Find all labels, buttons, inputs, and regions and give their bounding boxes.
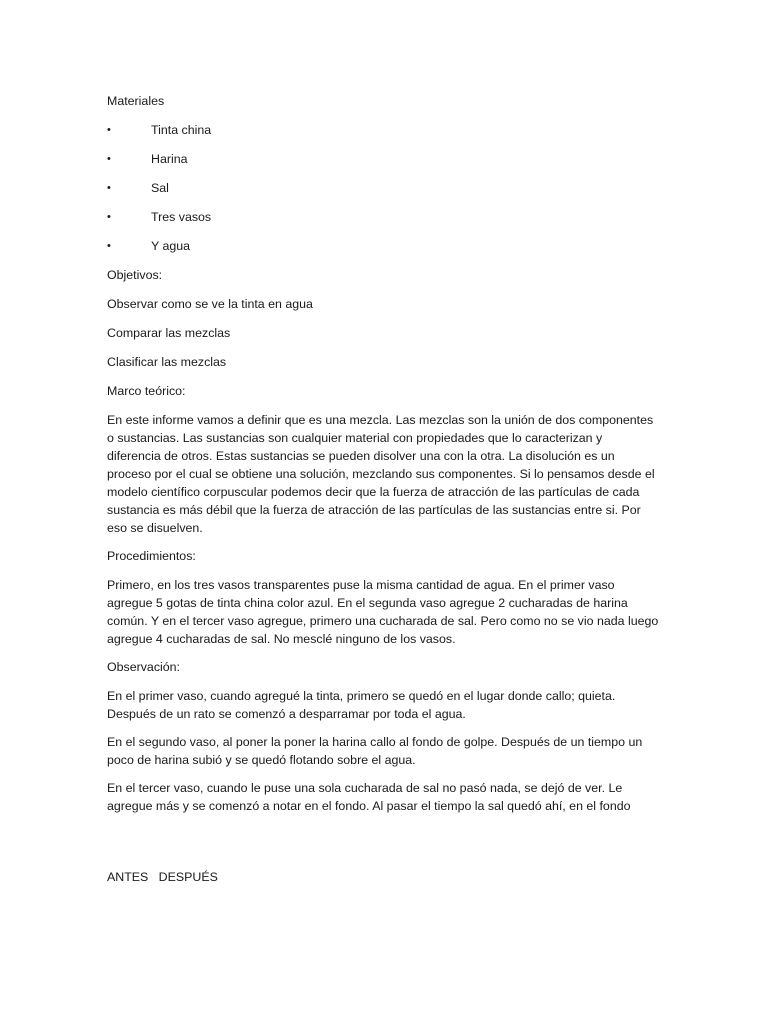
paragraph-line: común. Y en el tercer vaso agregue, primero una cucharada de sal. Pero como no se vio nada luego [107, 614, 659, 628]
paragraph-line: En el tercer vaso, cuando le puse una sola cucharada de sal no pasó nada, se dejó de ver. Le [107, 781, 623, 795]
paragraph-line: sustancia es más débil que la fuerza de atracción de las partículas de las sustancias entre si. Por [107, 503, 641, 517]
procedimientos-paragraph [107, 576, 667, 648]
bullet-icon: • [107, 211, 111, 223]
paragraph-line: agregue más y se comenzó a notar en el fondo. Al pasar el tiempo la sal quedó ahí, en el fondo [107, 799, 631, 813]
paragraph-line: En el segundo vaso, al poner la poner la harina callo al fondo de golpe. Después de un tiempo un [107, 735, 643, 749]
paragraph-line: agregue 4 cucharadas de sal. No mesclé ninguno de los vasos. [107, 632, 456, 646]
paragraph-line: proceso por el cual se obtiene una solución, mezclando sus componentes. Si lo pensamos desde el [107, 467, 655, 481]
list-item [107, 208, 667, 226]
list-item [107, 150, 667, 168]
observacion-paragraph [107, 779, 667, 815]
list-item-text: Sal [151, 181, 169, 195]
objetivo-item: Clasificar las mezclas [107, 355, 227, 369]
objetivo-item: Observar como se ve la tinta en agua [107, 297, 313, 311]
paragraph-line: Después de un rato se comenzó a desparramar por toda el agua. [107, 707, 466, 721]
document-body [107, 92, 667, 825]
list-item [107, 121, 667, 139]
materiales-heading: Materiales [107, 94, 165, 108]
paragraph-line: o sustancias. Las sustancias son cualquier material con propiedades que lo caracterizan y [107, 431, 603, 445]
paragraph-line: En este informe vamos a definir que es una mezcla. Las mezclas son la unión de dos componentes [107, 413, 654, 427]
marco-paragraph [107, 411, 667, 537]
bullet-icon: • [107, 124, 111, 136]
bullet-icon: • [107, 153, 111, 165]
list-item-text: Tinta china [151, 123, 212, 137]
observacion-paragraph [107, 687, 667, 723]
bullet-icon: • [107, 240, 111, 252]
antes-despues-label: ANTES DESPUÉS [107, 870, 218, 884]
paragraph-line: En el primer vaso, cuando agregué la tinta, primero se quedó en el lugar donde callo; quieta. [107, 689, 616, 703]
paragraph-line: poco de harina subió y se quedó flotando sobre el agua. [107, 753, 416, 767]
paragraph-line: Primero, en los tres vasos transparentes puse la misma cantidad de agua. En el primer vaso [107, 578, 615, 592]
objetivo-item: Comparar las mezclas [107, 326, 231, 340]
procedimientos-heading: Procedimientos: [107, 549, 196, 563]
materiales-list [107, 121, 667, 255]
marco-heading: Marco teórico: [107, 384, 186, 398]
paragraph-line: agregue 5 gotas de tinta china color azul. En el segunda vaso agregue 2 cucharadas de harina [107, 596, 628, 610]
list-item [107, 237, 667, 255]
list-item-text: Y agua [151, 239, 191, 253]
list-item-text: Harina [151, 152, 188, 166]
observacion-paragraph [107, 733, 667, 769]
paragraph-line: diferencia de otros. Estas sustancias se pueden disolver una con la otra. La disolución es un [107, 449, 615, 463]
paragraph-line: eso se disuelven. [107, 521, 203, 535]
observacion-heading: Observación: [107, 660, 181, 674]
list-item-text: Tres vasos [151, 210, 212, 224]
bullet-icon: • [107, 182, 111, 194]
paragraph-line: modelo científico corpuscular podemos decir que la fuerza de atracción de las partículas de cada [107, 485, 640, 499]
list-item [107, 179, 667, 197]
objetivos-heading: Objetivos: [107, 268, 163, 282]
